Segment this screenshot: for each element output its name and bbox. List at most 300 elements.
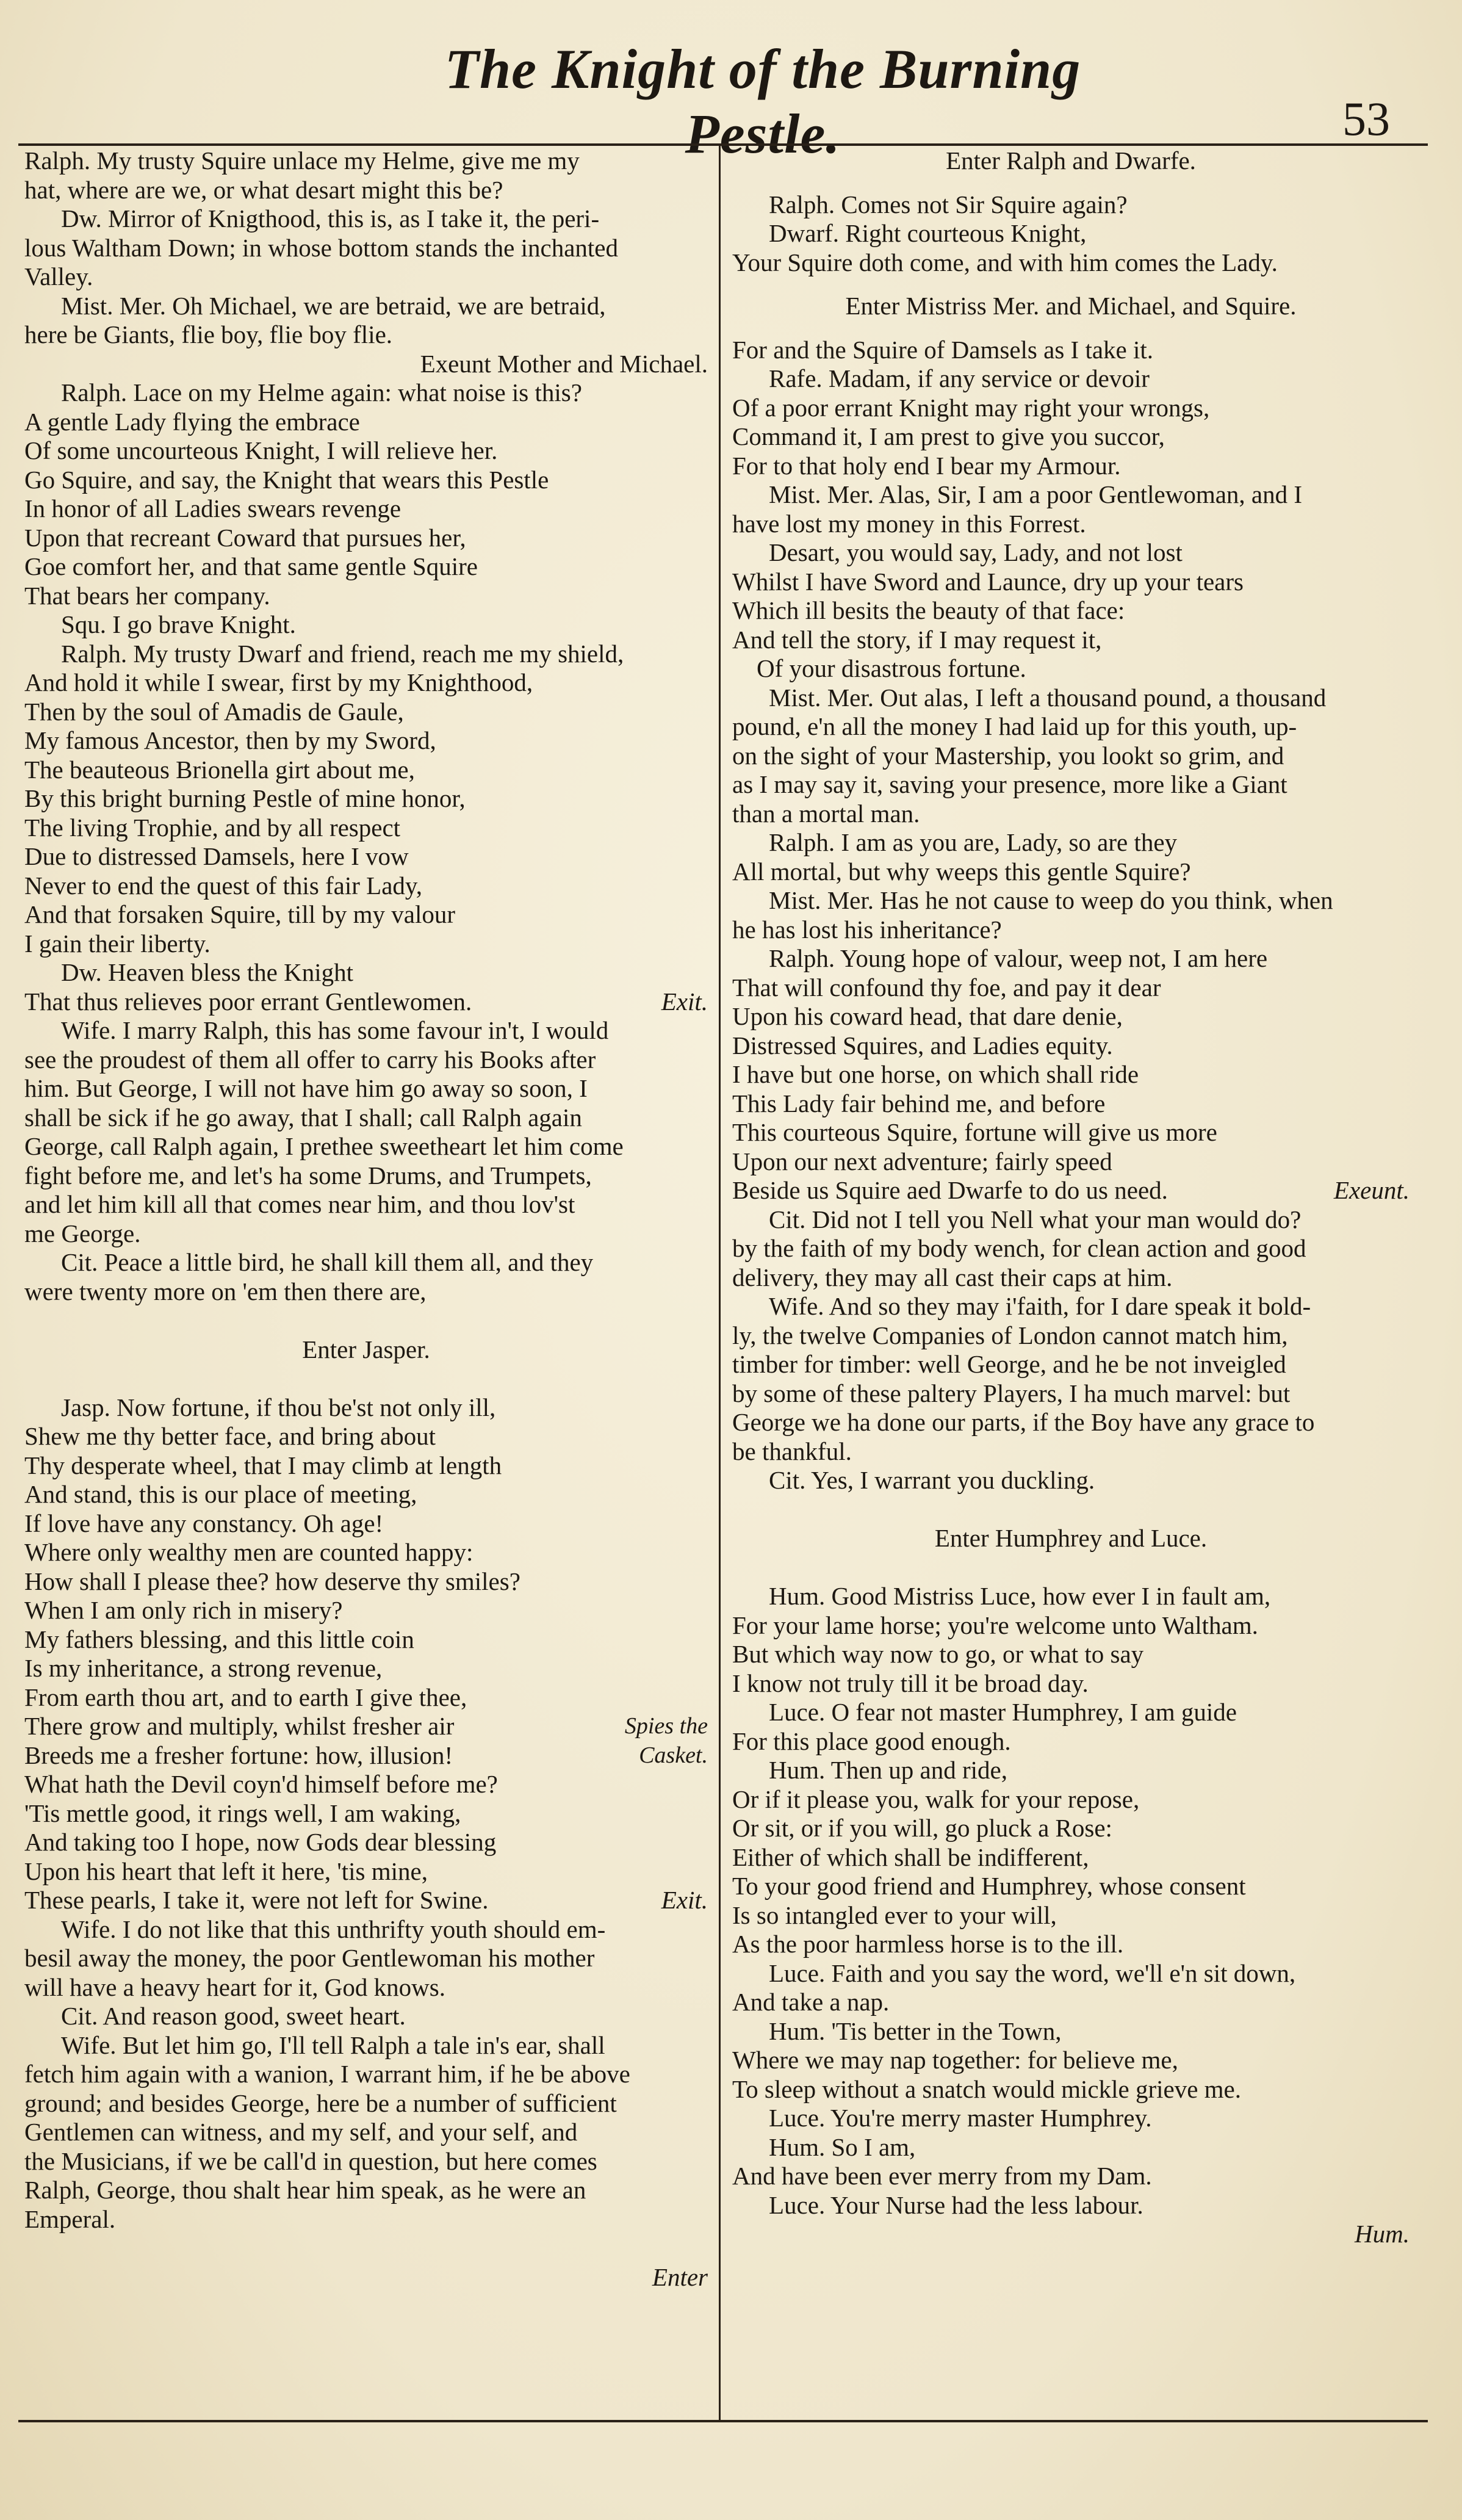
line-text: I know not truly till it be broad day. — [732, 1669, 1089, 1697]
stage-direction — [732, 146, 1410, 176]
text-line — [732, 857, 1410, 887]
line-text: For to that holy end I bear my Armour. — [732, 451, 1121, 480]
text-line — [24, 2060, 708, 2089]
text-line — [24, 698, 708, 727]
line-text: Beside us Squire aed Dwarfe to do us need. — [732, 1176, 1168, 1204]
text-line — [732, 1959, 1410, 1988]
right-column — [732, 146, 1410, 2249]
line-text: were twenty more on 'em then there are, — [24, 1277, 427, 1305]
line-text: Hum. Good Mistriss Luce, how ever I in fault am, — [769, 1582, 1271, 1610]
text-line — [24, 436, 708, 466]
line-text: will have a heavy heart for it, God knows. — [24, 1973, 445, 2001]
text-line — [732, 800, 1410, 829]
text-line — [732, 1379, 1410, 1409]
line-text: Whilst I have Sword and Launce, dry up your tears — [732, 567, 1244, 596]
line-text: as I may say it, saving your presence, more like a Giant — [732, 770, 1287, 798]
line-text: Desart, you would say, Lady, and not lost — [769, 538, 1183, 566]
text-line — [732, 712, 1410, 742]
line-gap — [24, 2234, 708, 2263]
line-text: I have but one horse, on which shall ride — [732, 1060, 1139, 1088]
line-text: A gentle Lady flying the embrace — [24, 407, 360, 436]
line-text: Upon our next adventure; fairly speed — [732, 1147, 1112, 1175]
text-line — [732, 770, 1410, 800]
page-number: 53 — [1342, 92, 1390, 145]
catchword — [732, 2220, 1410, 2249]
text-line — [732, 626, 1410, 655]
line-text: than a mortal man. — [732, 799, 920, 828]
text-line — [24, 1248, 708, 1277]
text-line — [732, 2104, 1410, 2133]
line-text: delivery, they may all cast their caps at him. — [732, 1263, 1173, 1291]
text-line — [732, 1118, 1410, 1147]
text-line — [24, 1944, 708, 1973]
line-text: Mist. Mer. Alas, Sir, I am a poor Gentlewoman, and I — [769, 480, 1303, 508]
line-text: To your good friend and Humphrey, whose consent — [732, 1872, 1246, 1900]
text-line — [732, 364, 1410, 394]
line-text: by the faith of my body wench, for clean action and good — [732, 1234, 1306, 1262]
line-text: fetch him again with a wanion, I warrant him, if he be above — [24, 2060, 630, 2088]
text-line — [24, 234, 708, 263]
line-text: Due to distressed Damsels, here I vow — [24, 842, 409, 870]
text-line — [24, 930, 708, 959]
line-text: That will confound thy foe, and pay it dear — [732, 973, 1161, 1002]
text-line — [732, 915, 1410, 945]
text-line — [732, 510, 1410, 539]
text-line — [732, 1814, 1410, 1843]
text-line — [24, 2118, 708, 2147]
line-text: By this bright burning Pestle of mine honor, — [24, 784, 466, 812]
line-text: Of a poor errant Knight may right your wrongs, — [732, 393, 1210, 422]
line-text: Command it, I am prest to give you succor, — [732, 422, 1165, 450]
text-line — [732, 538, 1410, 568]
line-text: Wife. And so they may i'faith, for I dare speak it bold- — [769, 1292, 1311, 1320]
line-text: Wife. I marry Ralph, this has some favour in't, I would — [61, 1016, 609, 1044]
line-text: hat, where are we, or what desart might this be? — [24, 175, 503, 204]
text-line — [24, 756, 708, 785]
text-line — [24, 2002, 708, 2031]
text-line — [24, 1132, 708, 1161]
text-line — [24, 2089, 708, 2118]
text-line — [732, 480, 1410, 510]
text-line — [732, 1901, 1410, 1930]
text-line — [24, 1741, 708, 1771]
line-text: Upon his heart that left it here, 'tis mine, — [24, 1857, 428, 1885]
line-text: Or if it please you, walk for your repose, — [732, 1785, 1140, 1813]
line-text: fight before me, and let's ha some Drums, and Trumpets, — [24, 1161, 592, 1190]
text-line — [732, 2162, 1410, 2191]
line-text: Of your disastrous fortune. — [757, 654, 1026, 682]
text-line — [732, 1698, 1410, 1727]
text-line — [732, 2017, 1410, 2046]
line-text: Hum. — [1355, 2220, 1410, 2248]
line-text: on the sight of your Mastership, you lookt so grim, and — [732, 741, 1284, 770]
exit-direction: Exit. — [661, 1886, 708, 1914]
line-text: And tell the story, if I may request it, — [732, 625, 1102, 654]
text-line — [24, 1422, 708, 1451]
text-line — [732, 1843, 1410, 1872]
line-gap — [24, 1364, 708, 1393]
text-line — [732, 2191, 1410, 2220]
text-line — [24, 900, 708, 930]
line-text: Ralph, George, thou shalt hear him speak, as he were an — [24, 2176, 586, 2204]
text-line — [24, 1393, 708, 1423]
line-text: And take a nap. — [732, 1988, 890, 2016]
line-text: Ralph. My trusty Squire unlace my Helme, give me my — [24, 146, 580, 175]
line-text: Ralph. Comes not Sir Squire again? — [769, 190, 1128, 218]
line-text: Luce. Faith and you say the word, we'll e'n sit down, — [769, 1959, 1296, 1987]
text-line — [732, 1437, 1410, 1467]
text-line — [732, 568, 1410, 597]
line-gap — [24, 1306, 708, 1335]
line-text: Hum. Then up and ride, — [769, 1756, 1007, 1784]
line-text: Valley. — [24, 262, 93, 291]
line-text: pound, e'n all the money I had laid up for this youth, up- — [732, 712, 1297, 740]
text-line — [24, 1103, 708, 1133]
text-line — [24, 408, 708, 437]
line-text: For this place good enough. — [732, 1727, 1011, 1755]
text-line — [732, 1147, 1410, 1177]
line-text: Your Squire doth come, and with him comes the Lady. — [732, 248, 1278, 276]
text-line — [732, 219, 1410, 248]
line-text: Mist. Mer. Has he not cause to weep do you think, when — [769, 886, 1333, 914]
text-line — [732, 1669, 1410, 1699]
text-line — [732, 1350, 1410, 1379]
line-text: Which ill besits the beauty of that face: — [732, 596, 1125, 624]
line-text: These pearls, I take it, were not left for Swine. — [24, 1886, 489, 1914]
line-text: And have been ever merry from my Dam. — [732, 2162, 1152, 2190]
line-text: ground; and besides George, here be a number of sufficient — [24, 2089, 617, 2117]
text-line — [24, 552, 708, 582]
line-text: Cit. Yes, I warrant you duckling. — [769, 1466, 1095, 1494]
stage-direction — [732, 292, 1410, 321]
line-text: Squ. I go brave Knight. — [61, 610, 296, 638]
text-line — [732, 973, 1410, 1003]
stage-direction — [24, 350, 708, 379]
line-text: Thy desperate wheel, that I may climb at length — [24, 1451, 502, 1479]
text-line — [24, 1625, 708, 1655]
marginal-note: Casket. — [639, 1742, 708, 1768]
line-text: have lost my money in this Forrest. — [732, 509, 1086, 538]
text-line — [732, 1582, 1410, 1611]
line-text: Distressed Squires, and Ladies equity. — [732, 1031, 1113, 1060]
line-text: Ralph. I am as you are, Lady, so are they — [769, 828, 1178, 856]
text-line — [732, 1988, 1410, 2017]
line-text: Then by the soul of Amadis de Gaule, — [24, 697, 404, 726]
line-text: There grow and multiply, whilst fresher air — [24, 1712, 455, 1740]
line-text: If love have any constancy. Oh age! — [24, 1509, 384, 1537]
text-line — [732, 1031, 1410, 1061]
line-text: That bears her company. — [24, 581, 270, 610]
text-line — [24, 2205, 708, 2234]
text-line — [24, 1190, 708, 1219]
line-text: As the poor harmless horse is to the ill. — [732, 1930, 1124, 1958]
line-text: Of some uncourteous Knight, I will relieve her. — [24, 436, 498, 464]
line-text: Hum. So I am, — [769, 2132, 916, 2161]
line-text: The beauteous Brionella girt about me, — [24, 755, 415, 784]
text-line — [24, 958, 708, 987]
line-text: here be Giants, flie boy, flie boy flie. — [24, 320, 393, 348]
line-text: me George. — [24, 1219, 141, 1247]
text-line — [24, 987, 708, 1017]
text-line — [24, 1277, 708, 1307]
line-text: George, call Ralph again, I prethee sweetheart let him come — [24, 1132, 624, 1160]
text-line — [732, 1930, 1410, 1959]
line-text: he has lost his inheritance? — [732, 915, 1002, 944]
text-line — [24, 640, 708, 669]
line-text: by some of these paltery Players, I ha much marvel: but — [732, 1379, 1291, 1407]
line-text: Wife. I do not like that this unthrifty youth should em- — [61, 1915, 606, 1943]
text-line — [24, 262, 708, 292]
text-line — [24, 610, 708, 640]
line-text: shall be sick if he go away, that I shall; call Ralph again — [24, 1103, 582, 1132]
line-text: My fathers blessing, and this little coin — [24, 1625, 414, 1653]
text-line — [732, 684, 1410, 713]
bottom-rule — [18, 2420, 1428, 2422]
text-line — [24, 1596, 708, 1625]
line-text: Is so intangled ever to your will, — [732, 1901, 1057, 1929]
running-title: The Knight of the Burning Pestle. — [444, 38, 1081, 165]
text-line — [732, 828, 1410, 857]
line-text: Is my inheritance, a strong revenue, — [24, 1654, 383, 1682]
text-line — [24, 1451, 708, 1481]
line-text: For your lame horse; you're welcome unto Waltham. — [732, 1611, 1258, 1639]
line-text: Go Squire, and say, the Knight that wears this Pestle — [24, 465, 549, 494]
line-gap — [732, 1553, 1410, 1583]
line-text: Upon his coward head, that dare denie, — [732, 1002, 1123, 1030]
text-line — [732, 1060, 1410, 1089]
line-text: Enter Ralph and Dwarfe. — [946, 146, 1196, 175]
text-line — [732, 336, 1410, 365]
line-text: Exeunt Mother and Michael. — [420, 349, 708, 378]
text-line — [24, 1828, 708, 1857]
text-line — [732, 654, 1410, 684]
text-line — [24, 378, 708, 408]
line-text: Where we may nap together: for believe me, — [732, 2046, 1178, 2074]
line-text: How shall I please thee? how deserve thy smiles? — [24, 1567, 520, 1595]
line-text: Luce. O fear not master Humphrey, I am guide — [769, 1698, 1237, 1726]
text-line — [24, 1567, 708, 1597]
text-line — [732, 1321, 1410, 1351]
catchword — [24, 2263, 708, 2292]
text-line — [24, 1538, 708, 1567]
text-line — [24, 1509, 708, 1539]
text-line — [24, 2031, 708, 2060]
line-text: Shew me thy better face, and bring about — [24, 1422, 436, 1450]
line-text: Enter — [652, 2262, 708, 2291]
line-text: That thus relieves poor errant Gentlewomen. — [24, 987, 472, 1016]
text-line — [732, 248, 1410, 278]
line-text: Where only wealthy men are counted happy: — [24, 1538, 474, 1566]
line-text: Cit. Peace a little bird, he shall kill them all, and they — [61, 1248, 594, 1276]
line-text: The living Trophie, and by all respect — [24, 813, 401, 842]
column-divider — [719, 143, 721, 2420]
line-text: Enter Jasper. — [302, 1335, 430, 1363]
exit-direction: Exeunt. — [1333, 1176, 1410, 1204]
text-line — [732, 1466, 1410, 1495]
line-text: But which way now to go, or what to say — [732, 1640, 1144, 1668]
line-text: him. But George, I will not have him go away so soon, I — [24, 1074, 588, 1102]
line-text: besil away the money, the poor Gentlewoman his mother — [24, 1944, 595, 1972]
left-column — [24, 146, 708, 2292]
line-text: When I am only rich in misery? — [24, 1596, 343, 1624]
line-text: George we ha done our parts, if the Boy have any grace to — [732, 1408, 1315, 1436]
line-text: This courteous Squire, fortune will give us more — [732, 1118, 1217, 1146]
line-text: Goe comfort her, and that same gentle Squire — [24, 552, 478, 580]
text-line — [732, 944, 1410, 973]
line-text: Jasp. Now fortune, if thou be'st not only ill, — [61, 1393, 496, 1421]
text-line — [24, 1712, 708, 1741]
line-text: From earth thou art, and to earth I give thee, — [24, 1683, 467, 1711]
exit-direction: Exit. — [661, 987, 708, 1016]
line-text: I gain their liberty. — [24, 929, 211, 958]
line-text: Dwarf. Right courteous Knight, — [769, 219, 1087, 247]
text-line — [732, 596, 1410, 626]
text-line — [732, 422, 1410, 452]
text-line — [24, 1480, 708, 1509]
text-line — [24, 1915, 708, 1944]
text-line — [732, 1263, 1410, 1293]
marginal-note: Spies the — [624, 1713, 708, 1739]
line-text: Mist. Mer. Oh Michael, we are betraid, we are betraid, — [61, 291, 606, 320]
text-line — [24, 2147, 708, 2176]
text-line — [732, 2075, 1410, 2104]
line-text: and let him kill all that comes near him, and thou lov'st — [24, 1190, 575, 1218]
text-line — [24, 1074, 708, 1103]
line-text: Luce. You're merry master Humphrey. — [769, 2104, 1152, 2132]
text-line — [24, 842, 708, 872]
text-line — [732, 1408, 1410, 1437]
line-text: Enter Mistriss Mer. and Michael, and Squire. — [845, 292, 1297, 320]
text-line — [24, 524, 708, 553]
line-text: Breeds me a fresher fortune: how, illusion! — [24, 1741, 453, 1769]
line-text: ly, the twelve Companies of London cannot match him, — [732, 1321, 1288, 1349]
text-line — [732, 1756, 1410, 1785]
line-gap — [732, 277, 1410, 292]
text-line — [24, 1016, 708, 1045]
text-line — [24, 1683, 708, 1713]
text-line — [24, 814, 708, 843]
line-text: Ralph. Young hope of valour, weep not, I am here — [769, 944, 1268, 972]
line-text: Cit. And reason good, sweet heart. — [61, 2002, 406, 2030]
text-line — [732, 2133, 1410, 2162]
text-line — [732, 452, 1410, 481]
line-text: And that forsaken Squire, till by my valour — [24, 900, 455, 928]
line-text: Luce. Your Nurse had the less labour. — [769, 2190, 1143, 2219]
text-line — [24, 204, 708, 234]
text-line — [732, 190, 1410, 220]
line-text: And taking too I hope, now Gods dear blessing — [24, 1828, 497, 1856]
text-line — [24, 1886, 708, 1915]
stage-direction — [732, 1524, 1410, 1553]
text-line — [732, 1292, 1410, 1321]
text-line — [24, 2176, 708, 2205]
line-text: the Musicians, if we be call'd in question, but here comes — [24, 2146, 597, 2175]
line-text: be thankful. — [732, 1437, 852, 1465]
text-line — [24, 784, 708, 814]
text-line — [24, 1161, 708, 1191]
line-text: Enter Humphrey and Luce. — [934, 1524, 1208, 1552]
text-line — [24, 726, 708, 756]
line-text: Never to end the quest of this fair Lady, — [24, 871, 422, 900]
line-text: Upon that recreant Coward that pursues her, — [24, 523, 466, 552]
text-line — [24, 1770, 708, 1799]
text-line — [732, 886, 1410, 915]
text-line — [24, 494, 708, 524]
text-line — [24, 582, 708, 611]
line-text: Either of which shall be indifferent, — [732, 1843, 1089, 1871]
text-line — [732, 1872, 1410, 1901]
line-text: 'Tis mettle good, it rings well, I am waking, — [24, 1799, 461, 1827]
text-line — [732, 1640, 1410, 1669]
line-text: For and the Squire of Damsels as I take it. — [732, 335, 1154, 364]
line-text: In honor of all Ladies swears revenge — [24, 494, 402, 522]
text-line — [24, 1973, 708, 2002]
text-line — [24, 146, 708, 176]
line-text: Dw. Heaven bless the Knight — [61, 958, 353, 986]
text-line — [24, 872, 708, 901]
line-text: Cit. Did not I tell you Nell what your man would do? — [769, 1205, 1302, 1233]
line-text: This Lady fair behind me, and before — [732, 1089, 1106, 1117]
line-text: see the proudest of them all offer to carry his Books after — [24, 1045, 596, 1074]
line-text: Ralph. Lace on my Helme again: what noise is this? — [61, 378, 582, 406]
line-gap — [732, 1495, 1410, 1525]
line-text: What hath the Devil coyn'd himself before me? — [24, 1770, 498, 1798]
text-line — [732, 2046, 1410, 2075]
line-text: To sleep without a snatch would mickle grieve me. — [732, 2074, 1241, 2103]
line-text: Hum. 'Tis better in the Town, — [769, 2016, 1062, 2045]
line-text: All mortal, but why weeps this gentle Squire? — [732, 857, 1191, 886]
line-text: Gentlemen can witness, and my self, and your self, and — [24, 2118, 578, 2146]
text-line — [24, 1045, 708, 1075]
line-text: And hold it while I swear, first by my Knighthood, — [24, 668, 533, 696]
line-text: And stand, this is our place of meeting, — [24, 1480, 417, 1508]
line-text: Mist. Mer. Out alas, I left a thousand pound, a thousand — [769, 683, 1327, 712]
text-line — [732, 394, 1410, 423]
text-line — [732, 1205, 1410, 1235]
stage-direction — [24, 1335, 708, 1365]
text-line — [732, 1002, 1410, 1031]
top-rule — [18, 143, 1428, 146]
line-text: Ralph. My trusty Dwarf and friend, reach me my shield, — [61, 639, 624, 668]
text-line — [732, 1785, 1410, 1814]
text-line — [732, 1234, 1410, 1263]
text-line — [732, 1727, 1410, 1756]
text-line — [24, 1857, 708, 1886]
text-line — [24, 320, 708, 350]
line-text: Rafe. Madam, if any service or devoir — [769, 364, 1150, 392]
line-text: Wife. But let him go, I'll tell Ralph a tale in's ear, shall — [61, 2031, 605, 2059]
text-line — [24, 292, 708, 321]
text-line — [24, 1799, 708, 1829]
line-text: Or sit, or if you will, go pluck a Rose: — [732, 1814, 1112, 1842]
text-line — [24, 668, 708, 698]
line-gap — [732, 176, 1410, 190]
text-line — [732, 1176, 1410, 1205]
text-line — [732, 1089, 1410, 1119]
line-text: My famous Ancestor, then by my Sword, — [24, 726, 436, 754]
line-text: Emperal. — [24, 2204, 116, 2233]
text-line — [732, 1611, 1410, 1641]
line-text: timber for timber: well George, and he be not inveigled — [732, 1350, 1286, 1378]
text-line — [24, 1654, 708, 1683]
text-line — [24, 176, 708, 205]
text-line — [732, 742, 1410, 771]
line-text: Dw. Mirror of Knigthood, this is, as I take it, the peri- — [61, 204, 600, 233]
text-line — [24, 1219, 708, 1249]
text-line — [24, 466, 708, 495]
line-gap — [732, 321, 1410, 336]
line-text: lous Waltham Down; in whose bottom stands the inchanted — [24, 233, 618, 262]
